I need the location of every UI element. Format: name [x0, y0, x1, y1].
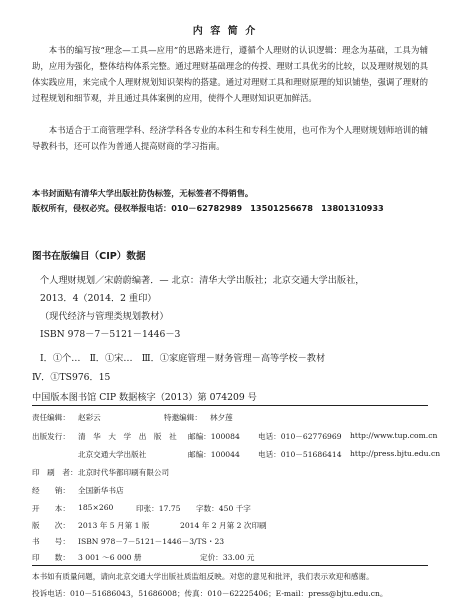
editor: 赵彩云 [78, 413, 101, 422]
intro-paragraph-1 [32, 42, 428, 106]
word-count: 字数：450 千字 [196, 504, 251, 513]
format-label: 开 本： [32, 504, 70, 513]
copyright-notice: 版权所有，侵权必究。侵权举报电话：010－62782989 13501256678 13801310933 [32, 203, 384, 213]
cip-heading: 图书在版编目（CIP）数据 [32, 251, 146, 262]
footer-line-1: 本书如有质量问题，请向北京交通大学出版社质监组反映。对您的意见和批评，我们表示欢迎和感谢。 [32, 572, 374, 581]
publisher-2-tel: 电话：010－51686414 [258, 450, 342, 459]
cip-line-7: 中国版本图书馆 CIP 数据核字（2013）第 074209 号 [32, 392, 257, 403]
edition-label: 版 次： [32, 521, 70, 530]
page-title: 内 容 简 介 [192, 26, 258, 37]
cip-line-4: ISBN 978－7－5121－1446－3 [40, 329, 181, 340]
isbn: ISBN 978－7－5121－1446－3/TS・23 [78, 537, 225, 546]
distributor-label: 经 销： [32, 486, 70, 495]
print-run: 3 001 ～6 000 册 [78, 553, 142, 562]
price: 定价：33.00 元 [200, 553, 255, 562]
printer: 北京时代华都印刷有限公司 [78, 468, 170, 477]
publisher-1-tel: 电话：010－62776969 [258, 432, 342, 441]
publisher-1-web: http://www.tup.com.cn [350, 431, 438, 440]
publisher-2-web: http://press.bjtu.edu.cn [350, 449, 441, 458]
editor-label: 责任编辑： [32, 413, 70, 422]
edition: 2013 年 5 月第 1 版 [78, 521, 150, 530]
cip-line-5: Ⅰ．①个… Ⅱ．①宋… Ⅲ．①家庭管理－财务管理－高等学校－教材 [40, 353, 326, 364]
cip-line-6: Ⅳ．①TS976．15 [32, 372, 111, 383]
publisher-label: 出版发行： [32, 432, 70, 441]
anti-counterfeit-notice: 本书封面贴有清华大学出版社防伪标签，无标签者不得销售。 [32, 188, 254, 198]
intro-paragraph-2 [32, 122, 428, 154]
footer-line-2: 投诉电话：010－51686043，51686008；传真：010－62225406；E-mail：press@bjtu.edu.cn。 [32, 589, 388, 598]
intro-text-2: 本书适合于工商管理学科、经济学科各专业的本科生和专科生使用，也可作为个人理财规划师培训的辅导教科书，还可以作为普通人提高财商的学习指南。 [32, 125, 428, 151]
cip-line-2: 2013．4（2014．2 重印） [40, 293, 157, 304]
printer-label: 印 刷 者： [32, 468, 78, 477]
publisher-1: 清 华 大 学 出 版 社 [78, 432, 177, 441]
special-editor-label: 特邀编辑： [164, 413, 202, 422]
sheets: 印张：17.75 [136, 504, 181, 513]
publisher-2: 北京交通大学出版社 [78, 450, 147, 459]
intro-text-1: 本书的编写按“理念—工具—应用”的思路来进行，遵循个人理财的认识逻辑：理念为基础，工具为辅助，应用为强化，整体结构体系完整。通过理财基础理念的传授、理财工具优劣的比较，以及理财规划的具体实践应用，来完成个人理财规划知识架构的搭建。通过对理财工具和理财原理的知识铺垫，强调了理财的过程规划和细节观，并且通过具体案例的应用，使得个人理财知识更加鲜活。 [32, 45, 428, 103]
format: 185×260 [78, 503, 114, 512]
divider-bottom [32, 565, 428, 566]
cip-line-3: （现代经济与管理类规划教材） [40, 311, 169, 322]
printing: 2014 年 2 月第 2 次印刷 [180, 521, 267, 530]
publisher-1-zip: 邮编：100084 [188, 432, 240, 441]
divider-top [32, 405, 428, 406]
isbn-label: 书 号： [32, 537, 70, 546]
print-run-label: 印 数： [32, 553, 70, 562]
distributor: 全国新华书店 [78, 486, 124, 495]
cip-line-1: 个人理财规划／宋蔚蔚编著．— 北京：清华大学出版社；北京交通大学出版社， [40, 275, 365, 286]
publisher-2-zip: 邮编：100044 [188, 450, 240, 459]
special-editor: 林夕莲 [210, 413, 233, 422]
